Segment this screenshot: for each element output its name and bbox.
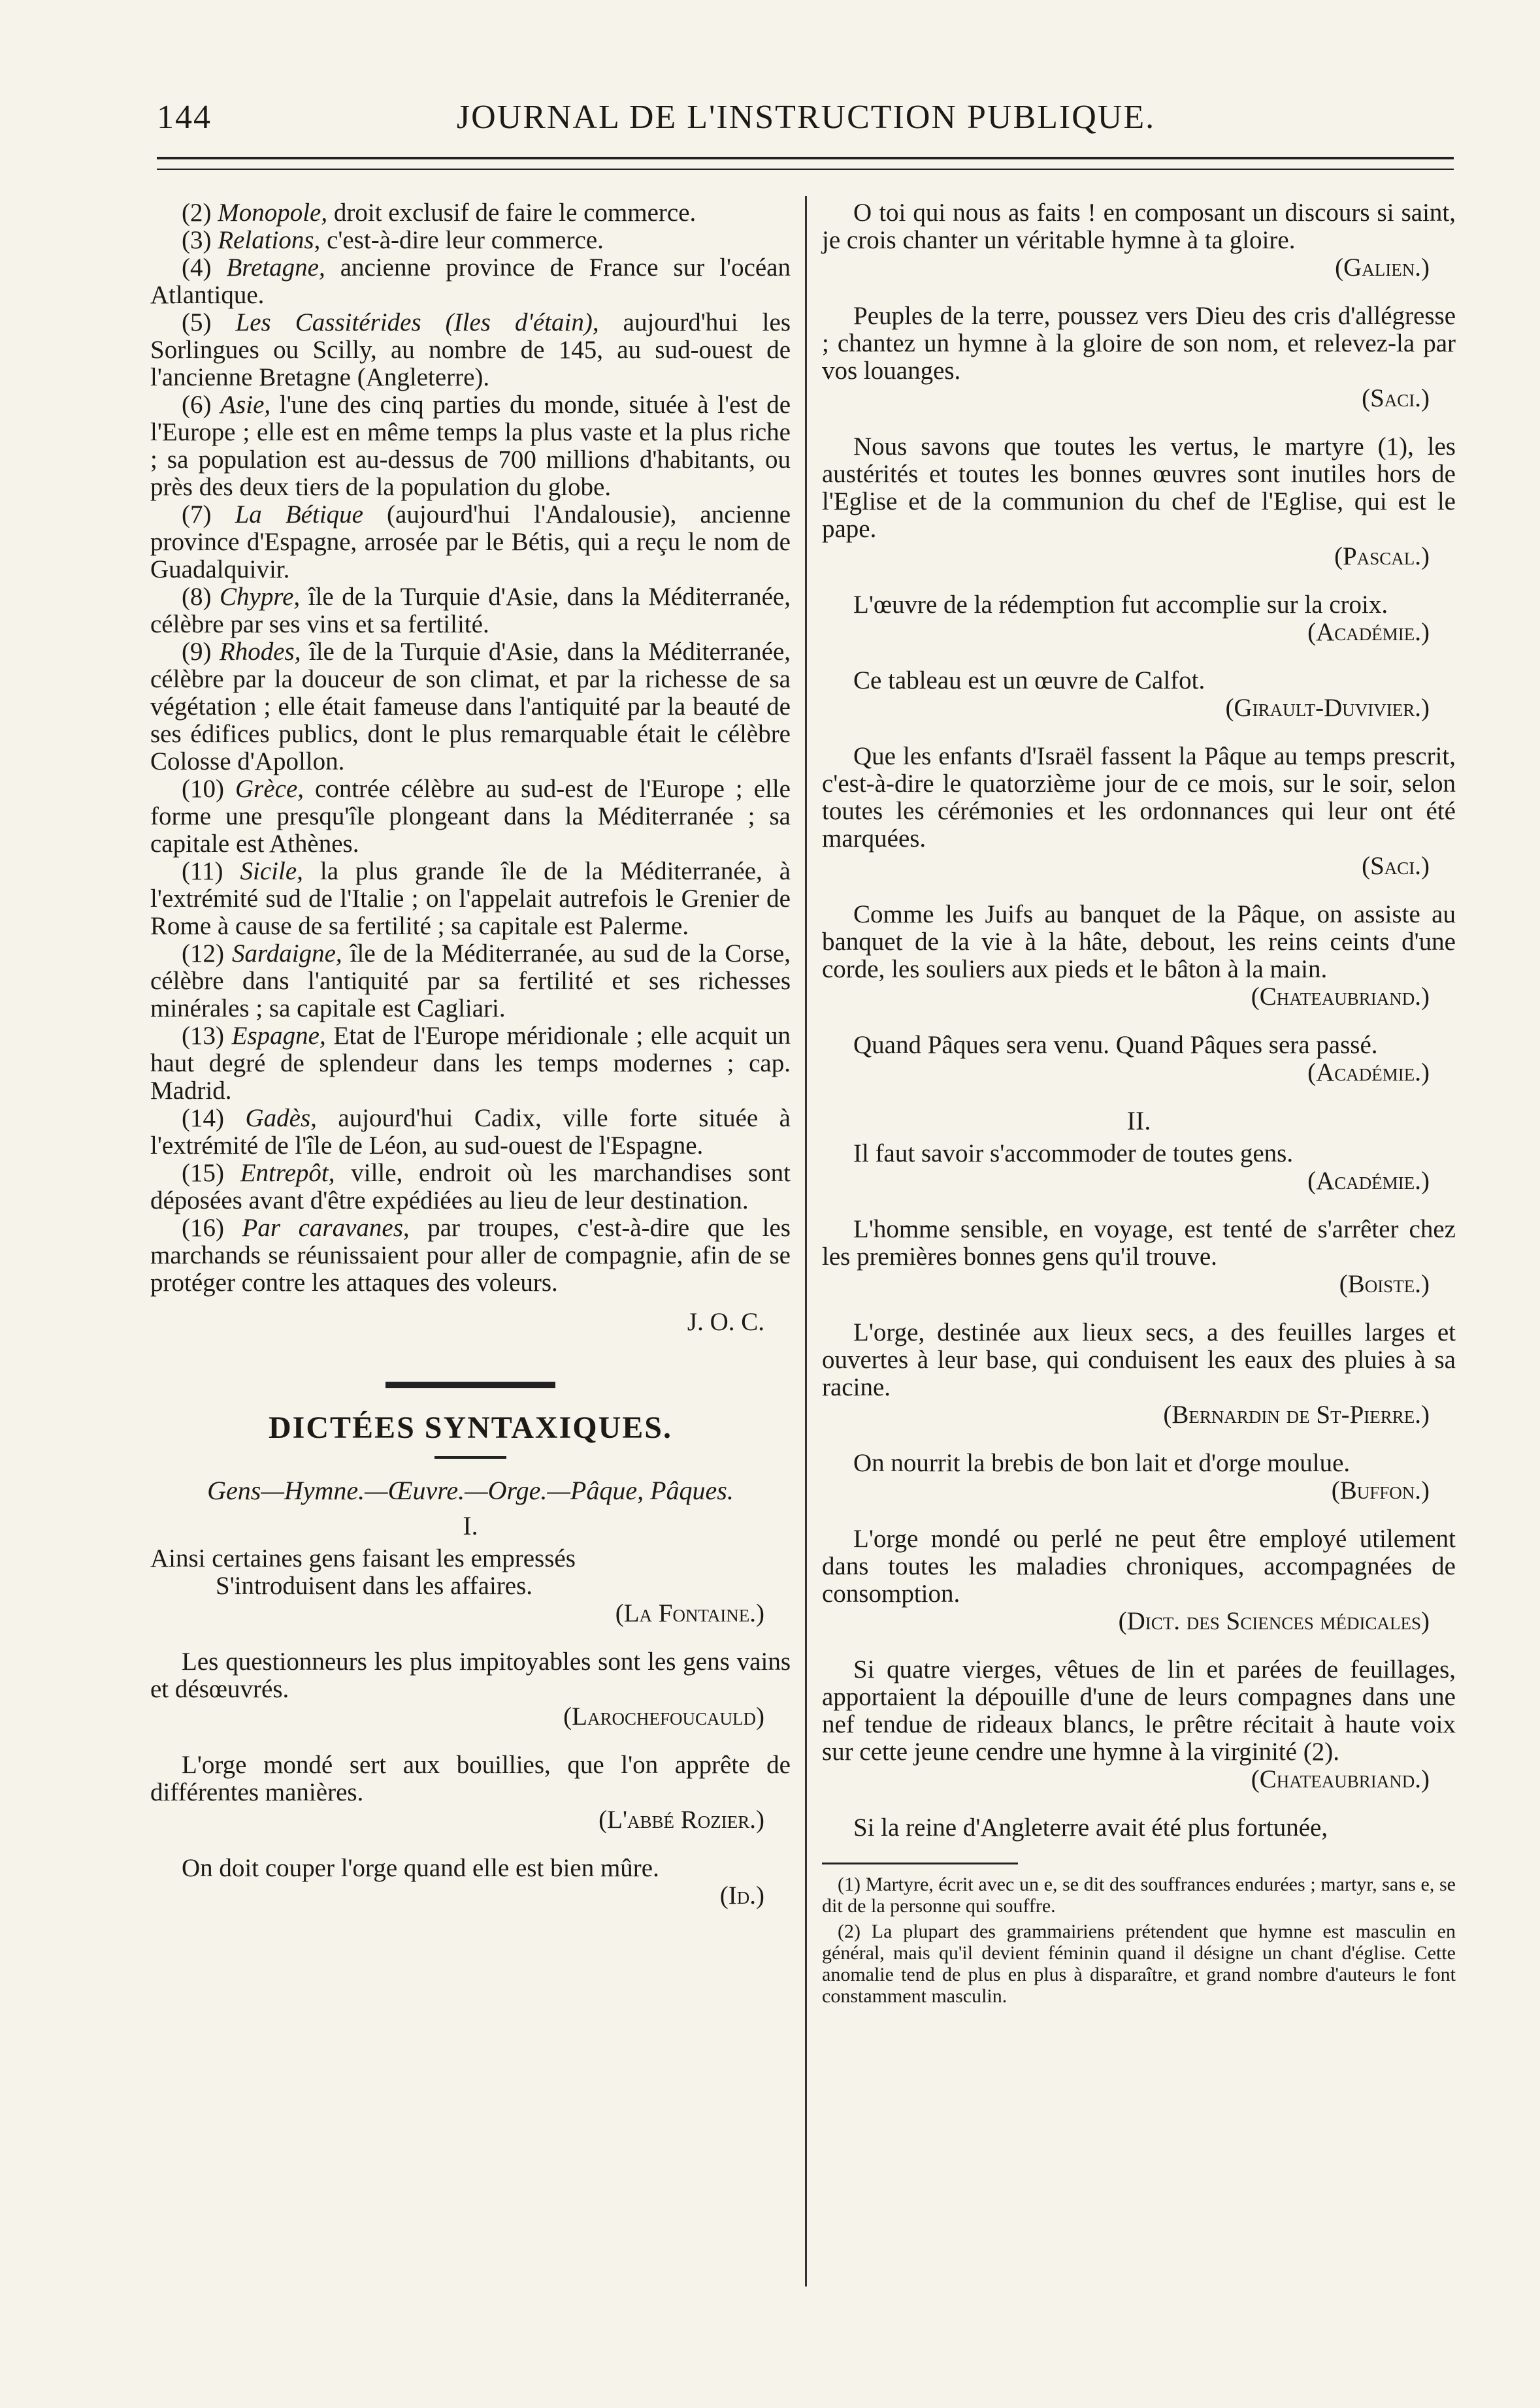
example-text: Si la reine d'Angleterre avait été plus fortunée, (853, 1814, 1328, 1842)
example-text: L'orge mondé ou perlé ne peut être employé utilement dans toutes les maladies chroniques, accompagnées de consomption. (822, 1525, 1456, 1608)
example-sentence (822, 199, 1456, 282)
left-examples (150, 1648, 791, 1910)
example-text: Il faut savoir s'accommoder de toutes gens. (853, 1139, 1294, 1167)
footnote-text: contrée célèbre au sud-est de l'Europe ; elle forme une presqu'île plongeant dans la Méditerranée ; sa capitale est Athènes. (150, 775, 791, 858)
footnote (150, 501, 791, 583)
author-signature: J. O. C. (687, 1308, 764, 1336)
example-sentence (822, 1216, 1456, 1298)
example-sentence (822, 591, 1456, 646)
example-sentence (822, 302, 1456, 412)
example-source: (Académie.) (1307, 1058, 1430, 1086)
example-text: On nourrit la brebis de bon lait et d'orge moulue. (853, 1449, 1351, 1477)
example-source: (L'abbé Rozier.) (598, 1806, 764, 1834)
part-number-two: II. (1126, 1106, 1151, 1135)
column-divider (805, 196, 807, 2286)
footnote (150, 638, 791, 775)
footnote-number: (9) (182, 638, 212, 666)
example-sentence (822, 1525, 1456, 1635)
page-note: (2) La plupart des grammairiens prétendent que hymne est masculin en général, mais qu'il devient féminin quand il désigne un chant d'église. Cette anomalie tend de plus en plus à disparaître, et grand nombre d'auteurs le font constamment masculin. (822, 1921, 1456, 2007)
example-sentence (822, 1814, 1456, 1842)
example-text: On doit couper l'orge quand elle est bien mûre. (182, 1854, 659, 1882)
page-number: 144 (157, 99, 212, 136)
footnote (150, 254, 791, 309)
footnote (150, 940, 791, 1022)
page-header (157, 98, 1455, 150)
section-subtitle: Gens—Hymne.—Œuvre.—Orge.—Pâque, Pâques. (207, 1476, 734, 1505)
footnote-text: (aujourd'hui l'Andalousie), ancienne province d'Espagne, arrosée par le Bétis, qui a reçu le nom de Guadalquivir. (150, 500, 791, 583)
footnote-term: Sardaigne, (232, 939, 342, 968)
example-sentence (822, 1319, 1456, 1429)
right-column (822, 199, 1456, 2011)
footnote-number: (7) (182, 500, 212, 529)
example-sentence (150, 1751, 791, 1834)
example-source: (Boiste.) (1339, 1270, 1430, 1298)
example-source: (Académie.) (1307, 618, 1430, 646)
footnote (150, 391, 791, 501)
example-source: (Pascal.) (1334, 542, 1430, 570)
footnote (150, 583, 791, 638)
example-source: (Dict. des Sciences médicales) (1118, 1607, 1430, 1635)
footnote (150, 775, 791, 858)
left-column (150, 199, 791, 1930)
example-text: Comme les Juifs au banquet de la Pâque, on assiste au banquet de la vie à la hâte, debout, les reins ceints d'une corde, les souliers aux pieds et le bâton à la main. (822, 900, 1456, 983)
example-source: (Chateaubriand.) (1251, 1765, 1430, 1793)
footnote-text: ville, endroit où les marchandises sont déposées avant d'être expédiées au lieu de leur destination. (150, 1159, 791, 1214)
footnote-text: Etat de l'Europe méridionale ; elle acquit un haut degré de splendeur dans les temps modernes ; cap. Madrid. (150, 1022, 791, 1105)
example-sentence (822, 901, 1456, 1011)
example-text: Peuples de la terre, poussez vers Dieu des cris d'allégresse ; chantez un hymne à la gloire de son nom, et relevez-la par vos louanges. (822, 302, 1456, 385)
poem-source: (La Fontaine.) (615, 1599, 764, 1627)
footnote-text: droit exclusif de faire le commerce. (327, 199, 696, 227)
journal-title: JOURNAL DE L'INSTRUCTION PUBLIQUE. (456, 99, 1156, 136)
footnote (150, 1022, 791, 1105)
notes-rule (822, 1863, 1018, 1864)
footnote-number: (16) (182, 1214, 224, 1242)
example-text: Ce tableau est un œuvre de Calfot. (853, 666, 1205, 694)
footnote-term: La Bétique (235, 500, 363, 529)
example-sentence (150, 1648, 791, 1731)
example-source: (Galien.) (1335, 253, 1430, 282)
footnote-term: Monopole, (218, 199, 328, 227)
geography-footnotes (150, 199, 791, 1297)
example-sentence (822, 433, 1456, 570)
example-sentence (822, 1140, 1456, 1195)
page-note: (1) Martyre, écrit avec un e, se dit des souffrances endurées ; martyr, sans e, se dit de la personne qui souffre. (822, 1874, 1456, 1917)
footnote-text: île de la Turquie d'Asie, dans la Méditerranée, célèbre par la douceur de son climat, et par la richesse de sa végétation ; elle était fameuse dans l'antiquité par la beauté de ses édifices publics, dont le plus remarquable était le célèbre Colosse d'Apollon. (150, 638, 791, 775)
right-examples-part-two (822, 1140, 1456, 1842)
footnote (150, 227, 791, 254)
example-source: (Id.) (719, 1881, 764, 1910)
example-source: (Girault-Duvivier.) (1225, 694, 1430, 722)
poem-line-1: Ainsi certaines gens faisant les empressés (150, 1544, 576, 1572)
footnote-number: (13) (182, 1022, 224, 1050)
footnote-number: (5) (182, 308, 212, 336)
example-text: L'homme sensible, en voyage, est tenté de s'arrêter chez les premières bonnes gens qu'il trouve. (822, 1215, 1456, 1271)
example-source: (Chateaubriand.) (1251, 983, 1430, 1011)
footnote-number: (15) (182, 1159, 224, 1187)
right-examples (822, 199, 1456, 1086)
footnote-term: Chypre, (220, 583, 301, 611)
footnote-number: (4) (182, 253, 212, 282)
example-sentence (822, 1656, 1456, 1793)
footnote-number: (10) (182, 775, 224, 803)
poem-example (150, 1545, 791, 1627)
example-text: Quand Pâques sera venu. Quand Pâques sera passé. (853, 1031, 1378, 1059)
footnote (150, 199, 791, 227)
footnote-term: Gadès, (245, 1104, 317, 1132)
example-text: L'œuvre de la rédemption fut accomplie sur la croix. (853, 591, 1388, 619)
footnote-term: Espagne, (231, 1022, 326, 1050)
footnote-number: (3) (182, 226, 212, 254)
example-source: (Académie.) (1307, 1167, 1430, 1195)
page-notes (822, 1874, 1456, 2007)
footnote-text: aujourd'hui Cadix, ville forte située à l'extrémité de l'île de Léon, au sud-ouest de l'Espagne. (150, 1104, 791, 1160)
footnote (150, 1105, 791, 1160)
example-text: Que les enfants d'Israël fassent la Pâque au temps prescrit, c'est-à-dire le quatorzième jour de ce mois, sur le soir, selon toutes les cérémonies et les ordonnances qui leur ont été marquées. (822, 742, 1456, 853)
footnote-term: Entrepôt, (240, 1159, 335, 1187)
example-sentence (150, 1855, 791, 1910)
footnote (150, 1160, 791, 1214)
example-source: (Larochefoucauld) (563, 1702, 764, 1731)
footnote (150, 309, 791, 391)
example-text: L'orge, destinée aux lieux secs, a des feuilles larges et ouvertes à leur base, qui conduisent les eaux des pluies à sa racine. (822, 1318, 1456, 1401)
section-title: DICTÉES SYNTAXIQUES. (269, 1410, 672, 1445)
footnote-number: (6) (182, 391, 212, 419)
footnote-term: Asie, (220, 391, 271, 419)
example-text: Si quatre vierges, vêtues de lin et parées de feuillages, apportaient la dépouille d'une de leurs compagnes dans une nef tendue de rideaux blancs, le prêtre récitait à haute voix sur cette jeune cendre une hymne à la virginité (2). (822, 1655, 1456, 1766)
example-sentence (822, 1450, 1456, 1505)
footnote-text: île de la Turquie d'Asie, dans la Méditerranée, célèbre par ses vins et sa fertilité. (150, 583, 791, 638)
example-text: L'orge mondé sert aux bouillies, que l'on apprête de différentes manières. (150, 1751, 791, 1806)
example-source: (Saci.) (1362, 384, 1430, 412)
example-text: Nous savons que toutes les vertus, le martyre (1), les austérités et toutes les bonnes œuvres sont inutiles hors de l'Eglise et de la communion du chef de l'Eglise, qui est le pape. (822, 432, 1456, 543)
example-text: O toi qui nous as faits ! en composant un discours si saint, je crois chanter un véritable hymne à ta gloire. (822, 199, 1456, 254)
footnote-number: (11) (182, 857, 223, 885)
footnote-text: la plus grande île de la Méditerranée, à l'extrémité sud de l'Italie ; on l'appelait autrefois le Grenier de Rome à cause de sa fertilité ; sa capitale est Palerme. (150, 857, 791, 940)
footnote (150, 858, 791, 940)
footnote (150, 1214, 791, 1297)
example-sentence (822, 667, 1456, 722)
example-source: (Bernardin de St-Pierre.) (1163, 1401, 1430, 1429)
header-rule (157, 157, 1454, 170)
example-sentence (822, 1032, 1456, 1086)
footnote-term: Rhodes, (219, 638, 301, 666)
footnote-text: l'une des cinq parties du monde, située à l'est de l'Europe ; elle est en même temps la plus vaste et la plus riche ; sa population est au-dessus de 700 millions d'habitants, ou près des deux tiers de la population du globe. (150, 391, 791, 501)
example-source: (Buffon.) (1331, 1476, 1430, 1505)
title-rule (434, 1456, 506, 1459)
poem-line-2: S'introduisent dans les affaires. (216, 1572, 533, 1600)
footnote-term: Les Cassitérides (Iles d'étain), (235, 308, 599, 336)
footnote-text: c'est-à-dire leur commerce. (320, 226, 604, 254)
footnote-text: par troupes, c'est-à-dire que les marchands se réunissaient pour aller de compagnie, afin de se protéger contre les attaques des voleurs. (150, 1214, 791, 1297)
footnote-term: Par caravanes, (242, 1214, 410, 1242)
footnote-number: (14) (182, 1104, 224, 1132)
example-source: (Saci.) (1362, 852, 1430, 880)
footnote-term: Grèce, (235, 775, 304, 803)
footnote-term: Relations, (218, 226, 321, 254)
footnote-term: Sicile, (240, 857, 303, 885)
footnote-text: île de la Méditerranée, au sud de la Corse, célèbre dans l'antiquité par sa fertilité et ses richesses minérales ; sa capitale est Cagliari. (150, 939, 791, 1022)
footnote-number: (12) (182, 939, 224, 968)
example-sentence (822, 743, 1456, 880)
part-number-one: I. (463, 1511, 478, 1540)
footnote-number: (2) (182, 199, 212, 227)
section-separator (385, 1382, 555, 1388)
footnote-text: ancienne province de France sur l'océan Atlantique. (150, 253, 791, 309)
footnote-term: Bretagne, (226, 253, 325, 282)
example-text: Les questionneurs les plus impitoyables sont les gens vains et désœuvrés. (150, 1648, 791, 1703)
footnote-text: aujourd'hui les Sorlingues ou Scilly, au nombre de 145, au sud-ouest de l'ancienne Bretagne (Angleterre). (150, 308, 791, 391)
footnote-number: (8) (182, 583, 212, 611)
